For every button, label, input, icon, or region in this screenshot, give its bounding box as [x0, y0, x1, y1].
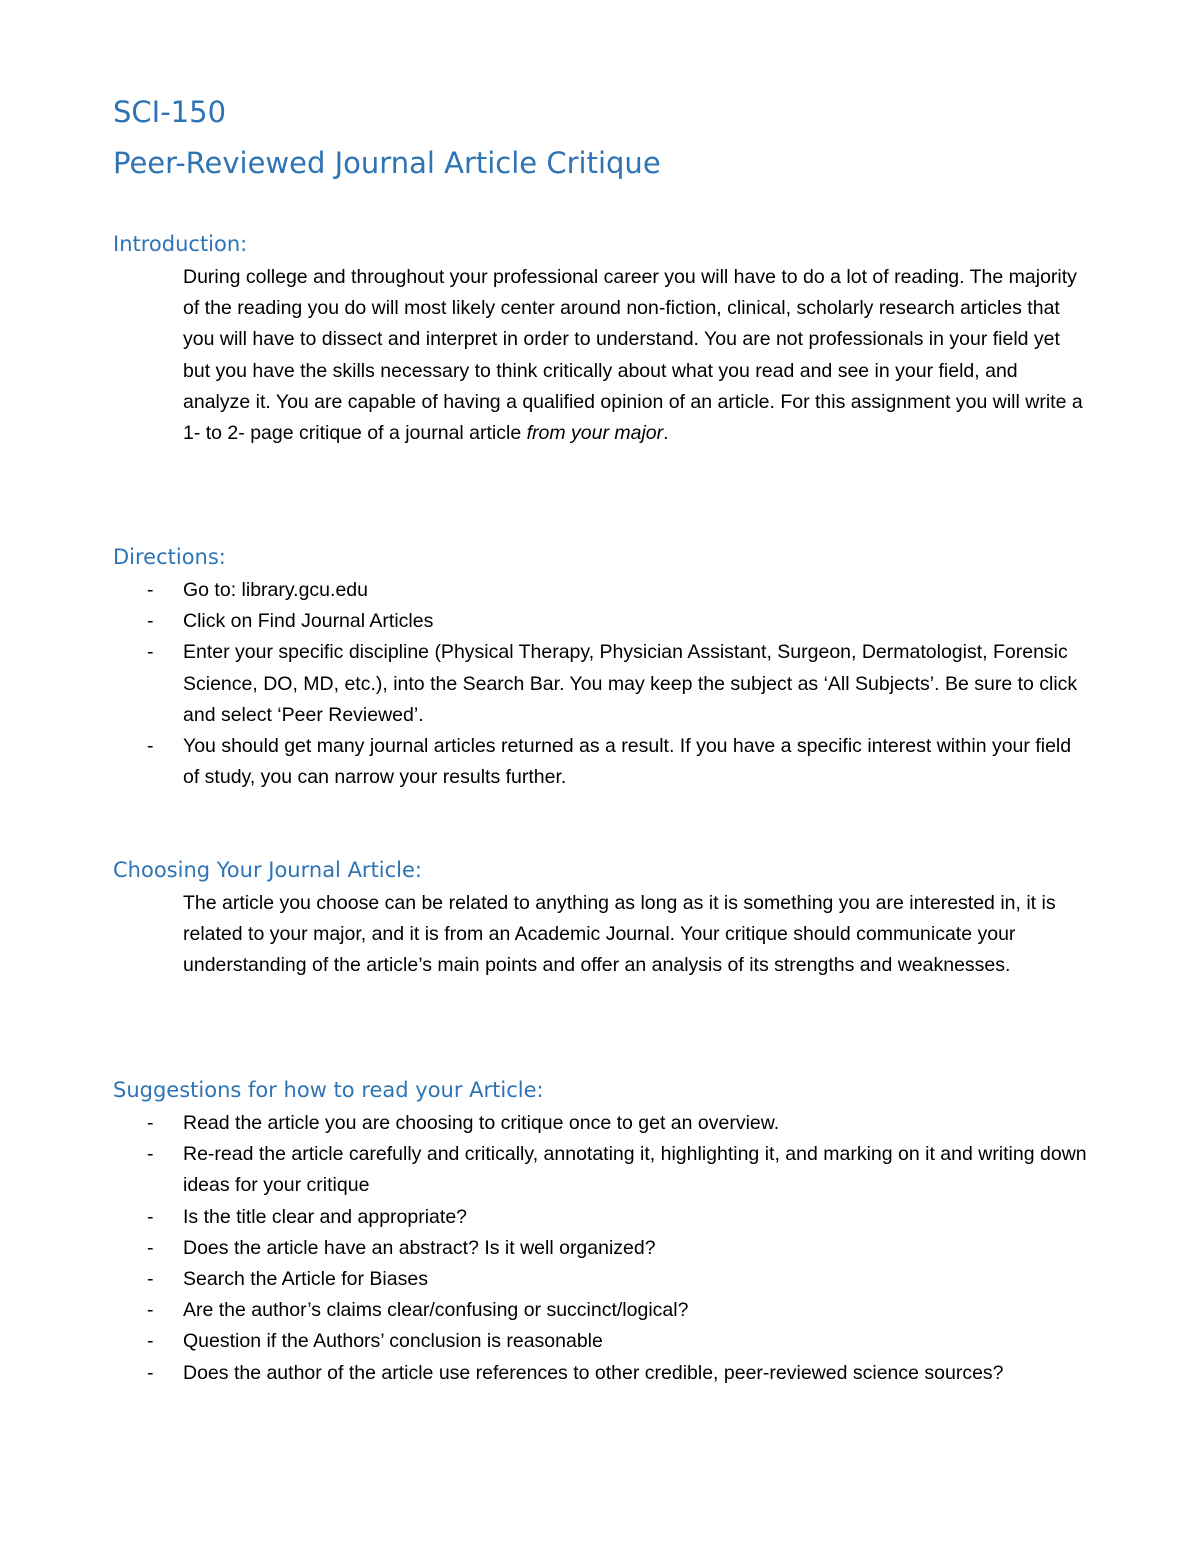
directions-item-2: Click on Find Journal Articles [183, 610, 434, 633]
directions-item-4: You should get many journal articles returned as a result. If you have a specific interest within your field of study, you can narrow your results further. [183, 735, 1072, 789]
introduction-heading: Introduction: [113, 232, 248, 256]
list-bullet: - [147, 1361, 154, 1384]
directions-heading: Directions: [113, 545, 226, 569]
introduction-text: During college and throughout your professional career you will have to do a lot of reading. The majority of the reading you do will most likely center around non-fiction, clinical, scholarly research articles that you will have to dissect and interpret in order to understand. You are not professionals in your field yet but you have the skills necessary to think critically about what you read and see in your field, and analyze it. You are capable of having a qualified opinion of an article. For this assignment you will write a 1- to 2- page critique of a journal article [183, 266, 1083, 445]
list-bullet: - [147, 1205, 154, 1228]
list-bullet: - [147, 610, 154, 633]
suggestions-item-4: Does the article have an abstract? Is it well organized? [183, 1236, 656, 1259]
list-item [147, 1108, 1088, 1139]
list-item [147, 731, 1088, 793]
list-item [147, 1326, 1088, 1357]
list-bullet: - [147, 1330, 154, 1353]
list-bullet: - [147, 1268, 154, 1291]
introduction-italic-text: from your major [526, 422, 664, 445]
introduction-end: . [663, 422, 669, 445]
list-bullet: - [147, 735, 154, 758]
directions-list [147, 575, 1088, 793]
list-item [147, 1202, 1088, 1233]
list-item [147, 575, 1088, 606]
suggestions-item-8: Does the author of the article use references to other credible, peer-reviewed science sources? [183, 1361, 1004, 1384]
list-bullet: - [147, 1236, 154, 1259]
document-title: Peer-Reviewed Journal Article Critique [113, 146, 661, 180]
introduction-paragraph [183, 262, 1088, 449]
suggestions-item-6: Are the author’s claims clear/confusing or succinct/logical? [183, 1299, 689, 1322]
suggestions-list [147, 1108, 1088, 1389]
choosing-heading: Choosing Your Journal Article: [113, 858, 423, 882]
list-bullet: - [147, 1112, 154, 1134]
suggestions-item-3: Is the title clear and appropriate? [183, 1205, 468, 1228]
list-bullet: - [147, 579, 154, 601]
list-bullet: - [147, 641, 154, 664]
directions-item-1: Go to: library.gcu.edu [183, 579, 368, 601]
list-bullet: - [147, 1299, 154, 1322]
directions-item-3: Enter your specific discipline (Physical Therapy, Physician Assistant, Surgeon, Dermatologist, Forensic Science, DO, MD, etc.), into the Search Bar. You may keep the subject as ‘All Subjects’. Be sure to click and select ‘Peer Reviewed’. [183, 641, 1078, 726]
choosing-paragraph: The article you choose can be related to anything as long as it is something you are interested in, it is related to your major, and it is from an Academic Journal. Your critique should communicate your understanding of the article’s main points and offer an analysis of its strengths and weaknesses. [183, 892, 1056, 977]
suggestions-item-7: Question if the Authors’ conclusion is reasonable [183, 1330, 603, 1353]
course-code: SCI-150 [113, 95, 227, 129]
list-bullet: - [147, 1143, 154, 1166]
list-item [147, 637, 1088, 731]
list-item [147, 1139, 1088, 1201]
list-item [147, 1264, 1088, 1295]
list-item [147, 1295, 1088, 1326]
list-item [147, 1358, 1088, 1389]
suggestions-item-5: Search the Article for Biases [183, 1268, 428, 1291]
suggestions-item-2: Re-read the article carefully and critically, annotating it, highlighting it, and marking on it and writing down ideas for your critique [183, 1143, 1087, 1197]
suggestions-heading: Suggestions for how to read your Article: [113, 1078, 544, 1102]
list-item [147, 1233, 1088, 1264]
list-item [147, 606, 1088, 637]
suggestions-item-1: Read the article you are choosing to critique once to get an overview. [183, 1112, 780, 1134]
